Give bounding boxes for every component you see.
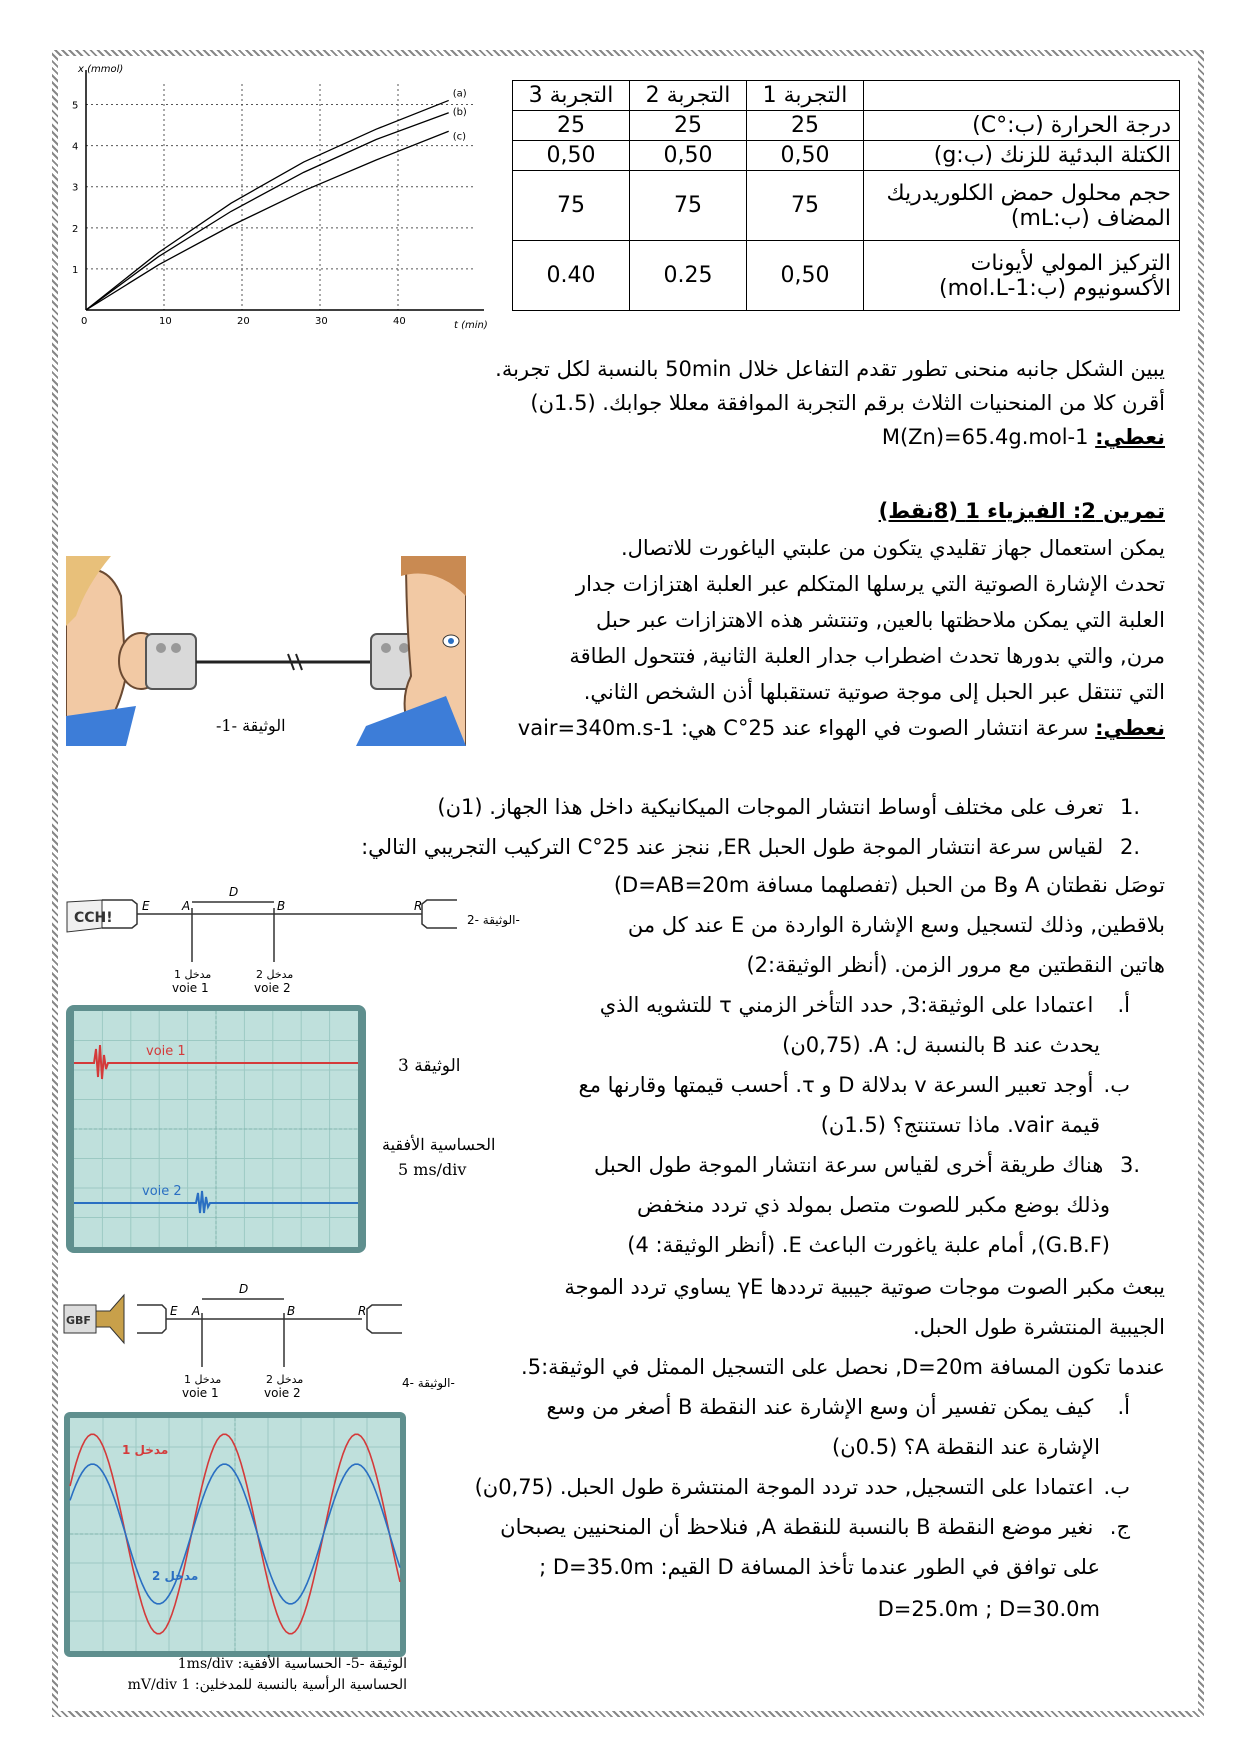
table-cell: 0,50 bbox=[747, 141, 864, 171]
question-3a bbox=[420, 1390, 1130, 1424]
y-tick-label: 2 bbox=[72, 223, 79, 235]
question-3-line: عندما تكون المسافة D=20m, نحصل على التسجيل الممثل في الوثيقة:5. bbox=[521, 1355, 1165, 1379]
doc2-ch2-fr: voie 2 bbox=[254, 981, 291, 995]
exercise-title-text: تمرين 2: الفيزياء 1 (8نقط) bbox=[878, 499, 1165, 523]
question-2b bbox=[520, 1068, 1130, 1102]
y-axis-label: x (mmol) bbox=[78, 64, 124, 75]
question-3c-line: على توافق في الطور عندما تأخذ المسافة D القيم: D=35.0m ; bbox=[539, 1555, 1100, 1579]
question-number: .2 bbox=[1119, 835, 1140, 859]
curve-1 bbox=[86, 113, 449, 310]
question-number: ج. bbox=[1109, 1515, 1130, 1539]
question-3a-line: الإشارة عند النقطة A؟ (0.5ن) bbox=[832, 1435, 1100, 1459]
question-text: كيف يمكن تفسير أن وسع الإشارة عند النقطة B أصغر من وسع bbox=[546, 1395, 1094, 1419]
table-cell: 0,50 bbox=[513, 141, 630, 171]
table-cell: 75 bbox=[747, 171, 864, 241]
table-cell: 25 bbox=[630, 111, 747, 141]
doc2-svg bbox=[62, 872, 532, 997]
doc3-scope-svg bbox=[66, 1005, 366, 1253]
ch1-label: مدخل 1 bbox=[122, 1443, 169, 1457]
given-label: نعطي: bbox=[1095, 716, 1165, 740]
given-value: سرعة انتشار الصوت في الهواء عند 25°C هي: vair=340m.s-1 bbox=[517, 716, 1089, 740]
doc3-sens-label: الحساسية الأفقية bbox=[382, 1135, 496, 1154]
experiments-table bbox=[512, 80, 1180, 311]
progress-graph bbox=[62, 62, 492, 332]
question-text: لقياس سرعة انتشار الموجة طول الحبل ER, ننجز عند 25°C التركيب التجريبي التالي: bbox=[361, 835, 1104, 859]
question-2a-line: يحدث عند B بالنسبة ل: A. (0,75ن) bbox=[782, 1033, 1100, 1057]
doc5-caption: الحساسية الرأسية بالنسبة للمدخلين: 1 mV/div bbox=[127, 1677, 407, 1693]
doc2-ch1: مدخل 1 bbox=[174, 968, 212, 981]
question-text: هناك طريقة أخرى لقياس سرعة انتشار الموجة طول الحبل bbox=[593, 1153, 1104, 1177]
exercise2-line: تحدث الإشارة الصوتية التي يرسلها المتكلم عبر العلبة اهتزازات جدار bbox=[575, 572, 1165, 596]
doc4-ch2-fr: voie 2 bbox=[264, 1386, 301, 1400]
doc3-label: الوثيقة 3 bbox=[398, 1056, 461, 1076]
doc2-letter-r: R bbox=[414, 899, 423, 913]
doc4-label: الوثيقة -4- bbox=[402, 1376, 455, 1390]
table-cell: 0.40 bbox=[513, 241, 630, 311]
given-line bbox=[420, 420, 1165, 454]
question-3-line: وذلك بوضع مكبر للصوت متصل بمولد ذي تردد منخفض bbox=[636, 1193, 1110, 1217]
table-cell: 0.25 bbox=[630, 241, 747, 311]
experiments-table-wrap bbox=[512, 80, 1180, 311]
question-2 bbox=[290, 830, 1140, 864]
question-number: .1 bbox=[1119, 795, 1140, 819]
doc3-sens-value: 5 ms/div bbox=[398, 1160, 467, 1179]
table-cell: 75 bbox=[513, 171, 630, 241]
curve-label: (c) bbox=[452, 131, 467, 143]
doc4-ch1-fr: voie 1 bbox=[182, 1386, 219, 1400]
gbf-label: GBF bbox=[66, 1314, 91, 1327]
y-tick-label: 5 bbox=[72, 100, 79, 112]
question-3 bbox=[530, 1148, 1140, 1182]
x-tick-label: 10 bbox=[159, 316, 172, 327]
table-header-cell: التجربة 2 bbox=[630, 81, 747, 111]
table-cell: 25 bbox=[747, 111, 864, 141]
table-row-label: التركيز المولي لأيونات الأكسونيوم (ب:mol.L-1) bbox=[864, 241, 1180, 311]
question-2-line: بلاقطين, وذلك لتسجيل وسع الإشارة الواردة من E عند كل من bbox=[627, 913, 1165, 937]
y-tick-label: 3 bbox=[72, 182, 79, 194]
table-cell: 0,50 bbox=[747, 241, 864, 311]
doc4-letter-a: A bbox=[192, 1304, 201, 1318]
doc2-letter-a: A bbox=[182, 899, 191, 913]
doc4-svg bbox=[62, 1275, 472, 1405]
doc5-scope-svg bbox=[64, 1412, 406, 1657]
doc4-letter-r: R bbox=[358, 1304, 367, 1318]
curve-2 bbox=[86, 131, 449, 310]
given-label: نعطي: bbox=[1095, 425, 1165, 449]
x-axis-label: t (min) bbox=[454, 320, 488, 331]
question-text: نغير موضع النقطة B بالنسبة للنقطة A, فنلاحظ أن المنحنيين يصبحان bbox=[500, 1515, 1094, 1539]
svg-text:CCH!: CCH! bbox=[74, 910, 113, 926]
doc2-label: الوثيقة -2- bbox=[467, 913, 520, 927]
table-header-cell bbox=[864, 81, 1180, 111]
curve-label: (a) bbox=[452, 88, 467, 100]
exercise2-line: العلبة التي يمكن ملاحظتها بالعين, وتنتشر هذه الاهتزازات عبر حبل bbox=[596, 608, 1165, 632]
x-tick-label: 0 bbox=[81, 316, 88, 327]
table-row-label: الكتلة البدئية للزنك (ب:g) bbox=[864, 141, 1180, 171]
question-2b-line: قيمة vair. ماذا تستنتج؟ (1.5ن) bbox=[820, 1113, 1100, 1137]
doc4-ch2: مدخل 2 bbox=[266, 1373, 304, 1386]
doc5-oscilloscope bbox=[64, 1412, 406, 1657]
table-cell: 0,50 bbox=[630, 141, 747, 171]
progress-graph-svg bbox=[62, 62, 492, 332]
table-row bbox=[513, 111, 1180, 141]
voie2-label: voie 2 bbox=[142, 1184, 182, 1199]
question-2-line: توصَل نقطتان A وB من الحبل (تفصلهما مسافة D=AB=20m) bbox=[613, 873, 1165, 897]
question-3-line: (G.B.F), أمام علبة ياغورت الباعث E. (أنظر الوثيقة: 4) bbox=[627, 1233, 1110, 1257]
question-number: أ. bbox=[1117, 1395, 1130, 1419]
question-text: اعتمادا على التسجيل, حدد تردد الموجة المنتشرة طول الحبل. (0,75ن) bbox=[474, 1475, 1094, 1499]
table-row bbox=[513, 171, 1180, 241]
table-row-label: حجم محلول حمض الكلوريدريك المضاف (ب:mL) bbox=[864, 171, 1180, 241]
doc4-letter-b: B bbox=[287, 1304, 296, 1318]
question-1 bbox=[370, 790, 1140, 824]
exercise-title bbox=[700, 494, 1165, 528]
given-value: M(Zn)=65.4g.mol-1 bbox=[881, 425, 1089, 449]
curve-0 bbox=[86, 100, 449, 310]
question-3-line: الجيبية المنتشرة طول الحبل. bbox=[913, 1315, 1165, 1339]
question-number: .3 bbox=[1119, 1153, 1140, 1177]
exercise2-line: التي تنتقل عبر الحبل إلى موجة صوتية تستقبلها أذن الشخص الثاني. bbox=[583, 680, 1165, 704]
doc4-schematic bbox=[62, 1275, 472, 1405]
exercise2-line: مرن, والتي بدورها تحدث اضطراب جدار العلبة الثانية, فتتحول الطاقة bbox=[569, 644, 1165, 668]
doc2-d-label: D bbox=[229, 885, 239, 899]
doc4-ch1: مدخل 1 bbox=[184, 1373, 222, 1386]
doc1-label: الوثيقة -1- bbox=[216, 716, 286, 735]
table-cell: 75 bbox=[630, 171, 747, 241]
exercise2-body bbox=[490, 530, 1165, 746]
curve-label: (b) bbox=[452, 106, 467, 118]
intro-line: يبين الشكل جانبه منحنى تطور تقدم التفاعل خلال 50min بالنسبة لكل تجربة. bbox=[495, 357, 1165, 381]
doc2-letter-b: B bbox=[277, 899, 286, 913]
x-tick-label: 40 bbox=[393, 316, 406, 327]
x-tick-label: 30 bbox=[315, 316, 328, 327]
voie1-label: voie 1 bbox=[146, 1044, 186, 1059]
doc4-d-label: D bbox=[239, 1282, 249, 1296]
doc2-schematic bbox=[62, 872, 532, 997]
question-number: ب. bbox=[1103, 1475, 1130, 1499]
question-3b bbox=[420, 1470, 1130, 1504]
table-cell: 25 bbox=[513, 111, 630, 141]
table-header-cell: التجربة 1 bbox=[747, 81, 864, 111]
table-row-label: درجة الحرارة (ب:°C) bbox=[864, 111, 1180, 141]
y-tick-label: 4 bbox=[72, 141, 79, 153]
table-header-row bbox=[513, 81, 1180, 111]
x-tick-label: 20 bbox=[237, 316, 250, 327]
question-3c-line: D=25.0m ; D=30.0m bbox=[877, 1597, 1100, 1621]
ch2-label: مدخل 2 bbox=[152, 1569, 199, 1583]
doc2-letter-e: E bbox=[142, 899, 150, 913]
question-number: أ. bbox=[1117, 993, 1130, 1017]
y-tick-label: 1 bbox=[72, 264, 79, 276]
doc1-illustration bbox=[66, 556, 466, 746]
question-text: اعتمادا على الوثيقة:3, حدد التأخر الزمني τ للتشويه الذي bbox=[599, 993, 1094, 1017]
intro-text bbox=[420, 352, 1165, 454]
question-text: أوجد تعبير السرعة v بدلالة D و τ. أحسب قيمتها وقارنها مع bbox=[578, 1073, 1094, 1097]
doc3-oscilloscope bbox=[66, 1005, 366, 1253]
table-header-cell: التجربة 3 bbox=[513, 81, 630, 111]
doc4-letter-e: E bbox=[170, 1304, 178, 1318]
question-3-line: يبعث مكبر الصوت موجات صوتية جيبية ترددها γE يساوي تردد الموجة bbox=[564, 1275, 1165, 1299]
doc2-ch1-fr: voie 1 bbox=[172, 981, 209, 995]
question-2-line: هاتين النقطتين مع مرور الزمن. (أنظر الوثيقة:2) bbox=[746, 953, 1165, 977]
exercise2-line: يمكن استعمال جهاز تقليدي يتكون من علبتي الياغورت للاتصال. bbox=[620, 536, 1165, 560]
question-number: ب. bbox=[1103, 1073, 1130, 1097]
question-text: تعرف على مختلف أوساط انتشار الموجات الميكانيكية داخل هذا الجهاز. (1ن) bbox=[437, 795, 1104, 819]
given-line bbox=[490, 710, 1165, 746]
doc2-ch2: مدخل 2 bbox=[256, 968, 294, 981]
doc5-caption: الوثيقة -5- الحساسية الأفقية: 1ms/div bbox=[177, 1656, 407, 1672]
intro-line: أقرن كلا من المنحنيات الثلاث برقم التجربة الموافقة معللا جوابك. (1.5ن) bbox=[530, 391, 1165, 415]
question-3c bbox=[420, 1510, 1130, 1544]
table-row bbox=[513, 141, 1180, 171]
table-row bbox=[513, 241, 1180, 311]
question-2a bbox=[530, 988, 1130, 1022]
